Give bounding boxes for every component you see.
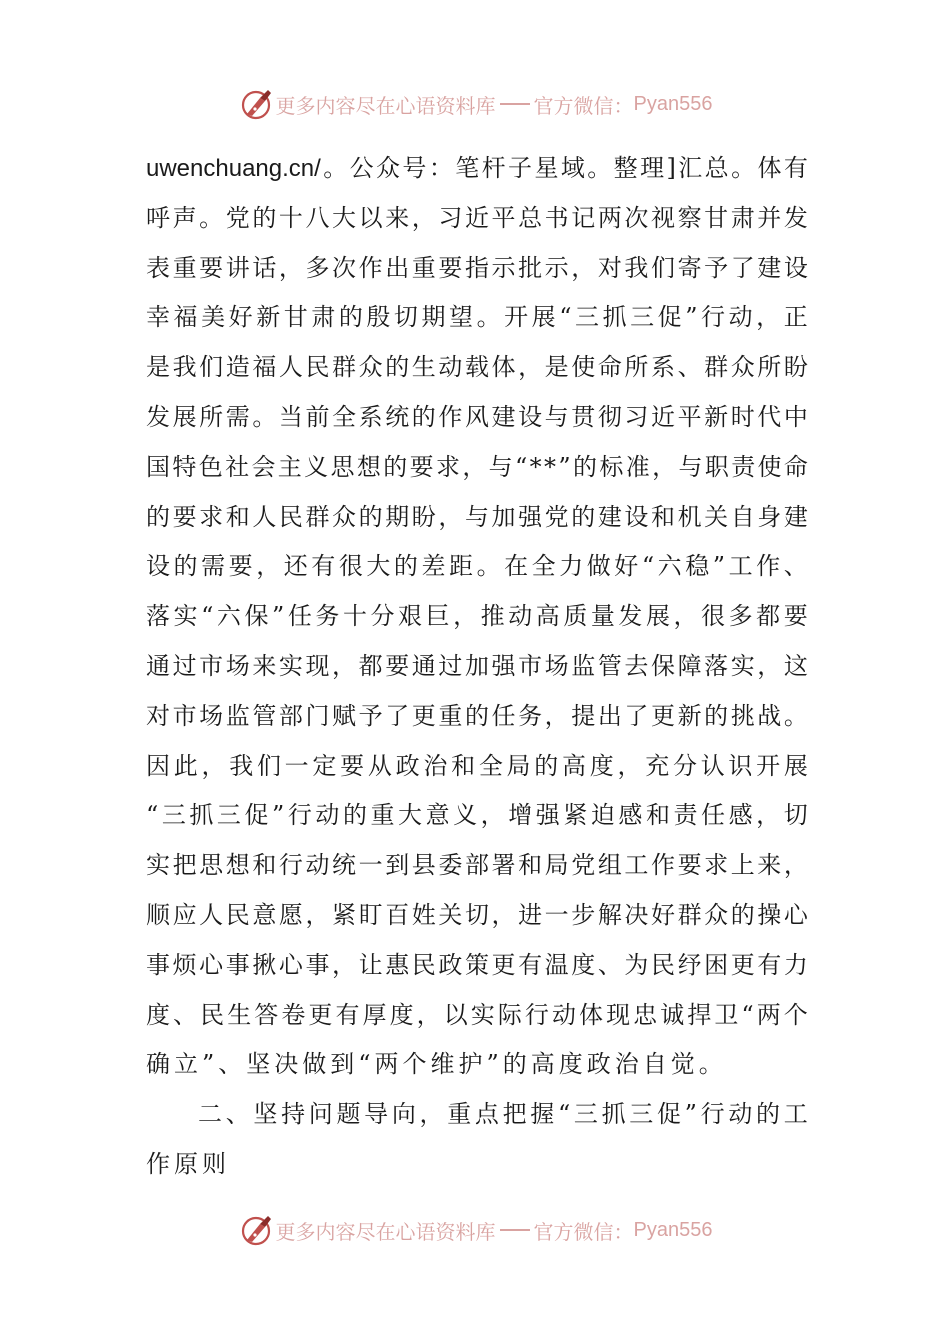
text-line: 落 实 “ 六 保 ” 任 务 十 分 艰 巨 ， 推 动 高 质 量 发 展 ， 很 多 都 要 — [146, 602, 808, 631]
text-line: 通 过 市 场 来 实 现 ， 都 要 通 过 加 强 市 场 监 管 去 保 障 落 实 ， 这 — [146, 651, 808, 680]
text-line: 因 此 ， 我 们 一 定 要 从 政 治 和 全 局 的 高 度 ， 充 分 认 识 开 展 — [146, 751, 808, 780]
text-line: 设 的 需 要 ， 还 有 很 大 的 差 距 。 在 全 力 做 好 “ 六 稳 ” 工 作 、 — [146, 552, 808, 581]
text-line: uwenchuang.cn/ 。 公 众 号 ： 笔 杆 子 星 域 。 整 理 ] 汇 总 。 体 有 — [146, 154, 808, 182]
banner-official-label: 官方微信： — [533, 1219, 634, 1244]
banner-dash — [500, 1229, 530, 1231]
pen-nib-logo-icon — [238, 86, 274, 122]
text-line: 国 特 色 社 会 主 义 思 想 的 要 求 ， 与 “ * * ” 的 标 准 ， 与 职 责 使 命 — [146, 452, 808, 481]
text-line: 呼 声 。 党 的 十 八 大 以 来 ， 习 近 平 总 书 记 两 次 视 察 甘 肃 并 发 — [146, 203, 808, 232]
section-heading-line: 二 、 坚 持 问 题 导 向 ， 重 点 把 握 “ 三 抓 三 促 ” 行 动 的 工 — [198, 1100, 808, 1129]
document-body — [146, 144, 808, 1190]
text-line: 幸 福 美 好 新 甘 肃 的 殷 切 期 望 。 开 展 “ 三 抓 三 促 ” 行 动 ， 正 — [146, 303, 808, 332]
footer-banner — [0, 1208, 950, 1252]
text-line: 事 烦 心 事 揪 心 事 ， 让 惠 民 政 策 更 有 温 度 、 为 民 纾 困 更 有 力 — [146, 950, 808, 979]
banner-text: 更多内容尽在心语资料库 — [275, 1219, 496, 1244]
section-heading-line: 作原则 — [146, 1149, 230, 1178]
text-line: “ 三 抓 三 促 ” 行 动 的 重 大 意 义 ， 增 强 紧 迫 感 和 责 任 感 ， 切 — [146, 801, 808, 830]
header-banner — [0, 82, 950, 126]
banner-official-label: 官方微信： — [533, 93, 634, 118]
text-line: 确立”、坚决做到“两个维护”的高度政治自觉。 — [146, 1050, 727, 1079]
text-line: 表 重 要 讲 话 ， 多 次 作 出 重 要 指 示 批 示 ， 对 我 们 寄 予 了 建 设 — [146, 253, 808, 282]
banner-dash — [500, 103, 530, 105]
banner-wechat-id: Pyan556 — [633, 1218, 713, 1241]
text-line: 对 市 场 监 管 部 门 赋 予 了 更 重 的 任 务 ， 提 出 了 更 新 的 挑 战 。 — [146, 701, 808, 730]
pen-nib-logo-icon — [238, 1212, 274, 1248]
banner-text: 更多内容尽在心语资料库 — [275, 93, 496, 118]
text-line: 是 我 们 造 福 人 民 群 众 的 生 动 载 体 ， 是 使 命 所 系 、 群 众 所 盼 — [146, 353, 808, 382]
text-line: 发 展 所 需 。 当 前 全 系 统 的 作 风 建 设 与 贯 彻 习 近 平 新 时 代 中 — [146, 402, 808, 431]
text-line: 的 要 求 和 人 民 群 众 的 期 盼 ， 与 加 强 党 的 建 设 和 机 关 自 身 建 — [146, 502, 808, 531]
banner-wechat-id: Pyan556 — [633, 92, 713, 115]
text-line: 度 、 民 生 答 卷 更 有 厚 度 ， 以 实 际 行 动 体 现 忠 诚 捍 卫 “ 两 个 — [146, 1000, 808, 1029]
text-line: 顺 应 人 民 意 愿 ， 紧 盯 百 姓 关 切 ， 进 一 步 解 决 好 群 众 的 操 心 — [146, 900, 808, 929]
text-line: 实 把 思 想 和 行 动 统 一 到 县 委 部 署 和 局 党 组 工 作 要 求 上 来 ， — [146, 851, 808, 880]
